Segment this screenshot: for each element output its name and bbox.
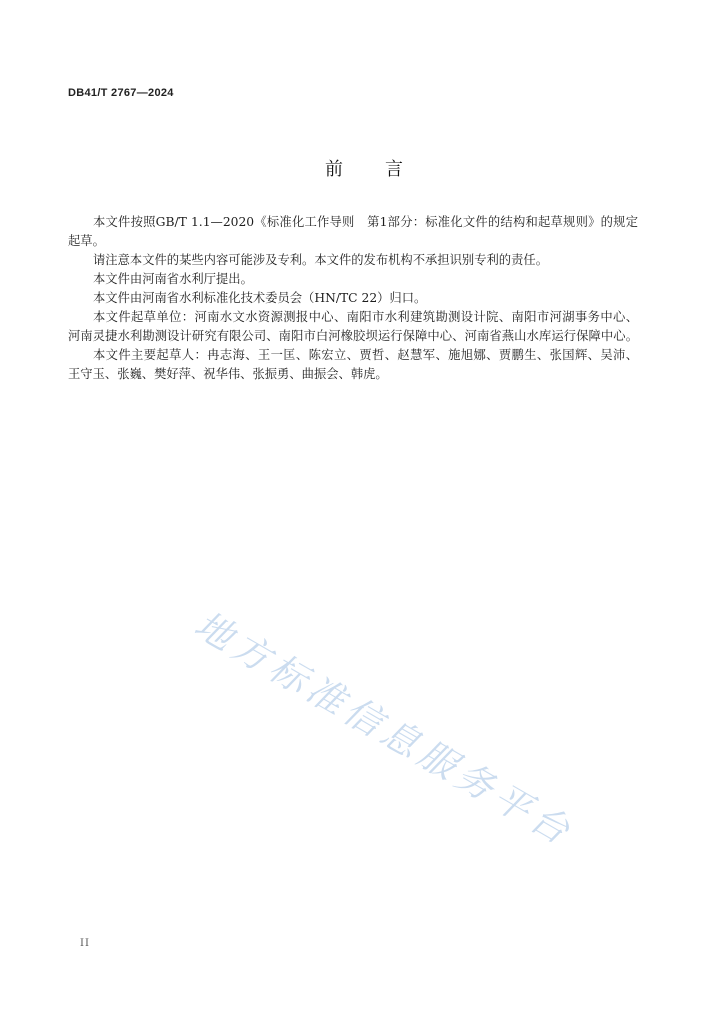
paragraph-line: 起草。 [68,234,105,248]
paragraph-line: 本文件由河南省水利标准化技术委员会（HN/TC 22）归口。 [93,291,427,305]
foreword-paragraph [68,289,638,308]
foreword-body [68,213,638,384]
paragraph-line: 本文件由河南省水利厅提出。 [93,272,253,286]
paragraph-line: 王守玉、张巍、樊好萍、祝华伟、张振勇、曲振会、韩虎。 [68,367,388,381]
paragraph-line: 本文件起草单位：河南水文水资源测报中心、南阳市水利建筑勘测设计院、南阳市河湖事务中心、 [93,310,638,324]
page-number: II [80,938,90,949]
paragraph-line: 本文件按照GB/T 1.1—2020《标准化工作导则 第1部分：标准化文件的结构和起草规则》的规定 [93,215,638,229]
foreword-paragraph [68,270,638,289]
paragraph-line: 请注意本文件的某些内容可能涉及专利。本文件的发布机构不承担识别专利的责任。 [93,253,548,267]
page-title: 前 言 [325,159,405,180]
foreword-paragraph [68,251,638,270]
foreword-paragraph [68,308,638,346]
platform-watermark: 地方标准信息服务平台 [187,602,582,856]
paragraph-line: 本文件主要起草人：冉志海、王一匡、陈宏立、贾哲、赵慧军、施旭娜、贾鹏生、张国辉、吴沛、 [93,348,638,362]
paragraph-line: 河南灵捷水利勘测设计研究有限公司、南阳市白河橡胶坝运行保障中心、河南省燕山水库运行保障中心。 [68,329,638,343]
foreword-paragraph [68,346,638,384]
foreword-paragraph [68,213,638,251]
standard-code-header: DB41/T 2767—2024 [68,87,174,99]
